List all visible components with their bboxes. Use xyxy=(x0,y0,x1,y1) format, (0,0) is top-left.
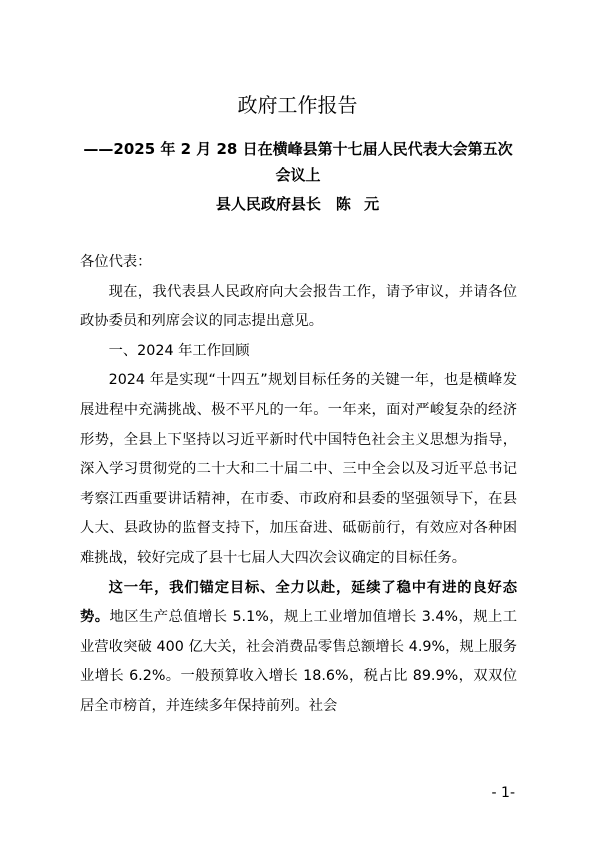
body-paragraph-review: 2024 年是实现“十四五”规划目标任务的关键一年，也是横峰发展进程中充满挑战、极不平凡的一年。一年来，面对严峻复杂的经济形势，全县上下坚持以习近平新时代中国特色社会主义思想为指导，深入学习贯彻党的二十大和二十届二中、三中全会以及习近平总书记考察江西重要讲话精神，在市委、市政府和县委的坚强领导下，在县人大、县政协的监督支持下，加压奋进、砥砺前行，有效应对各种困难挑战，较好完成了县十七届人大四次会议确定的目标任务。 xyxy=(80,372,517,566)
page-number: - 1- xyxy=(491,785,515,801)
body-paragraph-stats xyxy=(80,574,517,722)
report-body xyxy=(80,248,517,722)
stats-lead-bold: 这一年，我们锚定目标、全力以赴，延续了稳中有进的良好态势。 xyxy=(80,579,517,626)
salutation: 各位代表： xyxy=(80,254,152,270)
body-paragraph-intro: 现在，我代表县人民政府向大会报告工作，请予审议，并请各位政协委员和列席会议的同志提出意见。 xyxy=(80,283,517,330)
report-title: 政府工作报告 xyxy=(237,93,358,117)
section-heading: 一、2024 年工作回顾 xyxy=(108,342,250,359)
stats-text: 地区生产总值增长 5.1%，规上工业增加值增长 3.4%，规上工业营收突破 400 亿大关，社会消费品零售总额增长 4.9%，规上服务业增长 6.2%。一般预算收入增长 18.6%，税占比 89.9%，双双位居全市榜首，并连续多年保持前列。社会 xyxy=(80,609,518,714)
report-author: 县人民政府县长 陈 元 xyxy=(215,195,380,213)
report-subtitle: ——2025 年 2 月 28 日在横峰县第十七届人民代表大会第五次会议上 xyxy=(83,140,513,184)
